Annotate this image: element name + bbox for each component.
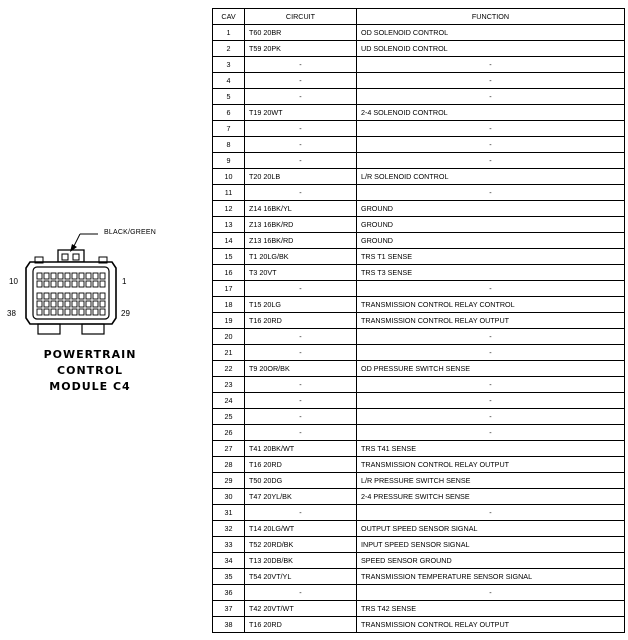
function-cell: L/R PRESSURE SWITCH SENSE bbox=[357, 473, 625, 489]
cav-cell: 26 bbox=[213, 425, 245, 441]
function-cell: TRANSMISSION CONTROL RELAY OUTPUT bbox=[357, 617, 625, 633]
function-cell: TRS T3 SENSE bbox=[357, 265, 625, 281]
function-cell: TRS T1 SENSE bbox=[357, 249, 625, 265]
cav-cell: 21 bbox=[213, 345, 245, 361]
circuit-cell: - bbox=[245, 377, 357, 393]
cav-cell: 25 bbox=[213, 409, 245, 425]
table-row bbox=[213, 361, 625, 377]
function-cell: - bbox=[357, 137, 625, 153]
cav-cell: 6 bbox=[213, 105, 245, 121]
circuit-cell: - bbox=[245, 425, 357, 441]
connector-title-line-2: CONTROL bbox=[57, 364, 123, 377]
circuit-cell: T16 20RD bbox=[245, 617, 357, 633]
cav-cell: 36 bbox=[213, 585, 245, 601]
function-cell: - bbox=[357, 281, 625, 297]
pin-label-29: 29 bbox=[121, 309, 130, 318]
cav-cell: 16 bbox=[213, 265, 245, 281]
cav-cell: 30 bbox=[213, 489, 245, 505]
cav-cell: 7 bbox=[213, 121, 245, 137]
function-cell: - bbox=[357, 425, 625, 441]
table-row bbox=[213, 457, 625, 473]
circuit-cell: T16 20RD bbox=[245, 313, 357, 329]
circuit-cell: - bbox=[245, 57, 357, 73]
circuit-cell: - bbox=[245, 393, 357, 409]
cav-cell: 13 bbox=[213, 217, 245, 233]
circuit-cell: - bbox=[245, 329, 357, 345]
table-row bbox=[213, 41, 625, 57]
table-row bbox=[213, 313, 625, 329]
function-cell: OD SOLENOID CONTROL bbox=[357, 25, 625, 41]
table-row bbox=[213, 105, 625, 121]
function-cell: TRANSMISSION CONTROL RELAY CONTROL bbox=[357, 297, 625, 313]
function-cell: - bbox=[357, 505, 625, 521]
circuit-cell: T19 20WT bbox=[245, 105, 357, 121]
connector-face-drawing bbox=[0, 220, 200, 350]
table-row bbox=[213, 121, 625, 137]
table-row bbox=[213, 153, 625, 169]
circuit-cell: T9 20OR/BK bbox=[245, 361, 357, 377]
circuit-cell: T14 20LG/WT bbox=[245, 521, 357, 537]
function-cell: OD PRESSURE SWITCH SENSE bbox=[357, 361, 625, 377]
table-row bbox=[213, 569, 625, 585]
table-row bbox=[213, 601, 625, 617]
cav-cell: 35 bbox=[213, 569, 245, 585]
cav-cell: 23 bbox=[213, 377, 245, 393]
circuit-cell: - bbox=[245, 121, 357, 137]
cav-cell: 5 bbox=[213, 89, 245, 105]
table-row bbox=[213, 201, 625, 217]
circuit-cell: T41 20BK/WT bbox=[245, 441, 357, 457]
function-cell: - bbox=[357, 73, 625, 89]
table-row bbox=[213, 521, 625, 537]
cav-cell: 9 bbox=[213, 153, 245, 169]
function-cell: L/R SOLENOID CONTROL bbox=[357, 169, 625, 185]
table-row bbox=[213, 441, 625, 457]
cav-cell: 8 bbox=[213, 137, 245, 153]
pinout-table bbox=[212, 8, 625, 633]
function-cell: - bbox=[357, 329, 625, 345]
circuit-cell: - bbox=[245, 153, 357, 169]
cav-cell: 14 bbox=[213, 233, 245, 249]
function-cell: - bbox=[357, 409, 625, 425]
cav-cell: 2 bbox=[213, 41, 245, 57]
cav-cell: 24 bbox=[213, 393, 245, 409]
circuit-cell: T16 20RD bbox=[245, 457, 357, 473]
table-row bbox=[213, 553, 625, 569]
cav-cell: 34 bbox=[213, 553, 245, 569]
function-cell: TRANSMISSION CONTROL RELAY OUTPUT bbox=[357, 457, 625, 473]
function-cell: TRANSMISSION TEMPERATURE SENSOR SIGNAL bbox=[357, 569, 625, 585]
connector-title-line-1: POWERTRAIN bbox=[43, 348, 137, 361]
cav-cell: 33 bbox=[213, 537, 245, 553]
table-row bbox=[213, 585, 625, 601]
table-row bbox=[213, 377, 625, 393]
table-row bbox=[213, 505, 625, 521]
function-cell: TRS T41 SENSE bbox=[357, 441, 625, 457]
wire-color-callout: BLACK/GREEN bbox=[104, 229, 156, 236]
cav-cell: 3 bbox=[213, 57, 245, 73]
connector-title-line-3: MODULE C4 bbox=[49, 380, 131, 393]
header-cav: CAV bbox=[213, 9, 245, 25]
pin-label-38: 38 bbox=[7, 309, 16, 318]
function-cell: INPUT SPEED SENSOR SIGNAL bbox=[357, 537, 625, 553]
cav-cell: 31 bbox=[213, 505, 245, 521]
cav-cell: 32 bbox=[213, 521, 245, 537]
circuit-cell: T54 20VT/YL bbox=[245, 569, 357, 585]
circuit-cell: T50 20DG bbox=[245, 473, 357, 489]
function-cell: TRS T42 SENSE bbox=[357, 601, 625, 617]
cav-cell: 12 bbox=[213, 201, 245, 217]
function-cell: OUTPUT SPEED SENSOR SIGNAL bbox=[357, 521, 625, 537]
cav-cell: 37 bbox=[213, 601, 245, 617]
circuit-cell: T52 20RD/BK bbox=[245, 537, 357, 553]
function-cell: GROUND bbox=[357, 201, 625, 217]
circuit-cell: T13 20DB/BK bbox=[245, 553, 357, 569]
table-row bbox=[213, 169, 625, 185]
cav-cell: 22 bbox=[213, 361, 245, 377]
function-cell: - bbox=[357, 393, 625, 409]
cav-cell: 38 bbox=[213, 617, 245, 633]
cav-cell: 15 bbox=[213, 249, 245, 265]
circuit-cell: - bbox=[245, 281, 357, 297]
circuit-cell: T59 20PK bbox=[245, 41, 357, 57]
table-row bbox=[213, 89, 625, 105]
cav-cell: 20 bbox=[213, 329, 245, 345]
table-row bbox=[213, 25, 625, 41]
circuit-cell: - bbox=[245, 585, 357, 601]
function-cell: - bbox=[357, 185, 625, 201]
function-cell: - bbox=[357, 345, 625, 361]
circuit-cell: T20 20LB bbox=[245, 169, 357, 185]
circuit-cell: T15 20LG bbox=[245, 297, 357, 313]
pin-label-1: 1 bbox=[122, 277, 127, 286]
cav-cell: 28 bbox=[213, 457, 245, 473]
circuit-cell: - bbox=[245, 73, 357, 89]
circuit-cell: Z14 16BK/YL bbox=[245, 201, 357, 217]
pin-label-10: 10 bbox=[9, 277, 18, 286]
function-cell: - bbox=[357, 57, 625, 73]
table-row bbox=[213, 425, 625, 441]
table-row bbox=[213, 489, 625, 505]
table-row bbox=[213, 281, 625, 297]
circuit-cell: Z13 16BK/RD bbox=[245, 233, 357, 249]
cav-cell: 17 bbox=[213, 281, 245, 297]
circuit-cell: - bbox=[245, 505, 357, 521]
table-row bbox=[213, 409, 625, 425]
function-cell: GROUND bbox=[357, 233, 625, 249]
table-row bbox=[213, 345, 625, 361]
function-cell: SPEED SENSOR GROUND bbox=[357, 553, 625, 569]
cav-cell: 10 bbox=[213, 169, 245, 185]
circuit-cell: - bbox=[245, 89, 357, 105]
cav-cell: 4 bbox=[213, 73, 245, 89]
function-cell: - bbox=[357, 585, 625, 601]
function-cell: - bbox=[357, 153, 625, 169]
table-row bbox=[213, 217, 625, 233]
cav-cell: 29 bbox=[213, 473, 245, 489]
table-row bbox=[213, 185, 625, 201]
table-row bbox=[213, 265, 625, 281]
function-cell: - bbox=[357, 377, 625, 393]
function-cell: TRANSMISSION CONTROL RELAY OUTPUT bbox=[357, 313, 625, 329]
function-cell: 2-4 PRESSURE SWITCH SENSE bbox=[357, 489, 625, 505]
cav-cell: 19 bbox=[213, 313, 245, 329]
function-cell: - bbox=[357, 121, 625, 137]
table-row bbox=[213, 297, 625, 313]
table-row bbox=[213, 137, 625, 153]
function-cell: UD SOLENOID CONTROL bbox=[357, 41, 625, 57]
table-row bbox=[213, 233, 625, 249]
circuit-cell: T42 20VT/WT bbox=[245, 601, 357, 617]
table-row bbox=[213, 329, 625, 345]
cav-cell: 1 bbox=[213, 25, 245, 41]
circuit-cell: - bbox=[245, 137, 357, 153]
table-row bbox=[213, 57, 625, 73]
function-cell: GROUND bbox=[357, 217, 625, 233]
circuit-cell: T60 20BR bbox=[245, 25, 357, 41]
table-row bbox=[213, 73, 625, 89]
table-row bbox=[213, 249, 625, 265]
table-header-row bbox=[213, 9, 625, 25]
circuit-cell: - bbox=[245, 409, 357, 425]
circuit-cell: Z13 16BK/RD bbox=[245, 217, 357, 233]
connector-diagram bbox=[0, 220, 200, 400]
function-cell: 2-4 SOLENOID CONTROL bbox=[357, 105, 625, 121]
cav-cell: 11 bbox=[213, 185, 245, 201]
header-function: FUNCTION bbox=[357, 9, 625, 25]
table-row bbox=[213, 537, 625, 553]
cav-cell: 27 bbox=[213, 441, 245, 457]
table-row bbox=[213, 393, 625, 409]
circuit-cell: T3 20VT bbox=[245, 265, 357, 281]
header-circuit: CIRCUIT bbox=[245, 9, 357, 25]
circuit-cell: T1 20LG/BK bbox=[245, 249, 357, 265]
table-row bbox=[213, 617, 625, 633]
circuit-cell: - bbox=[245, 185, 357, 201]
table-row bbox=[213, 473, 625, 489]
cav-cell: 18 bbox=[213, 297, 245, 313]
circuit-cell: T47 20YL/BK bbox=[245, 489, 357, 505]
circuit-cell: - bbox=[245, 345, 357, 361]
function-cell: - bbox=[357, 89, 625, 105]
